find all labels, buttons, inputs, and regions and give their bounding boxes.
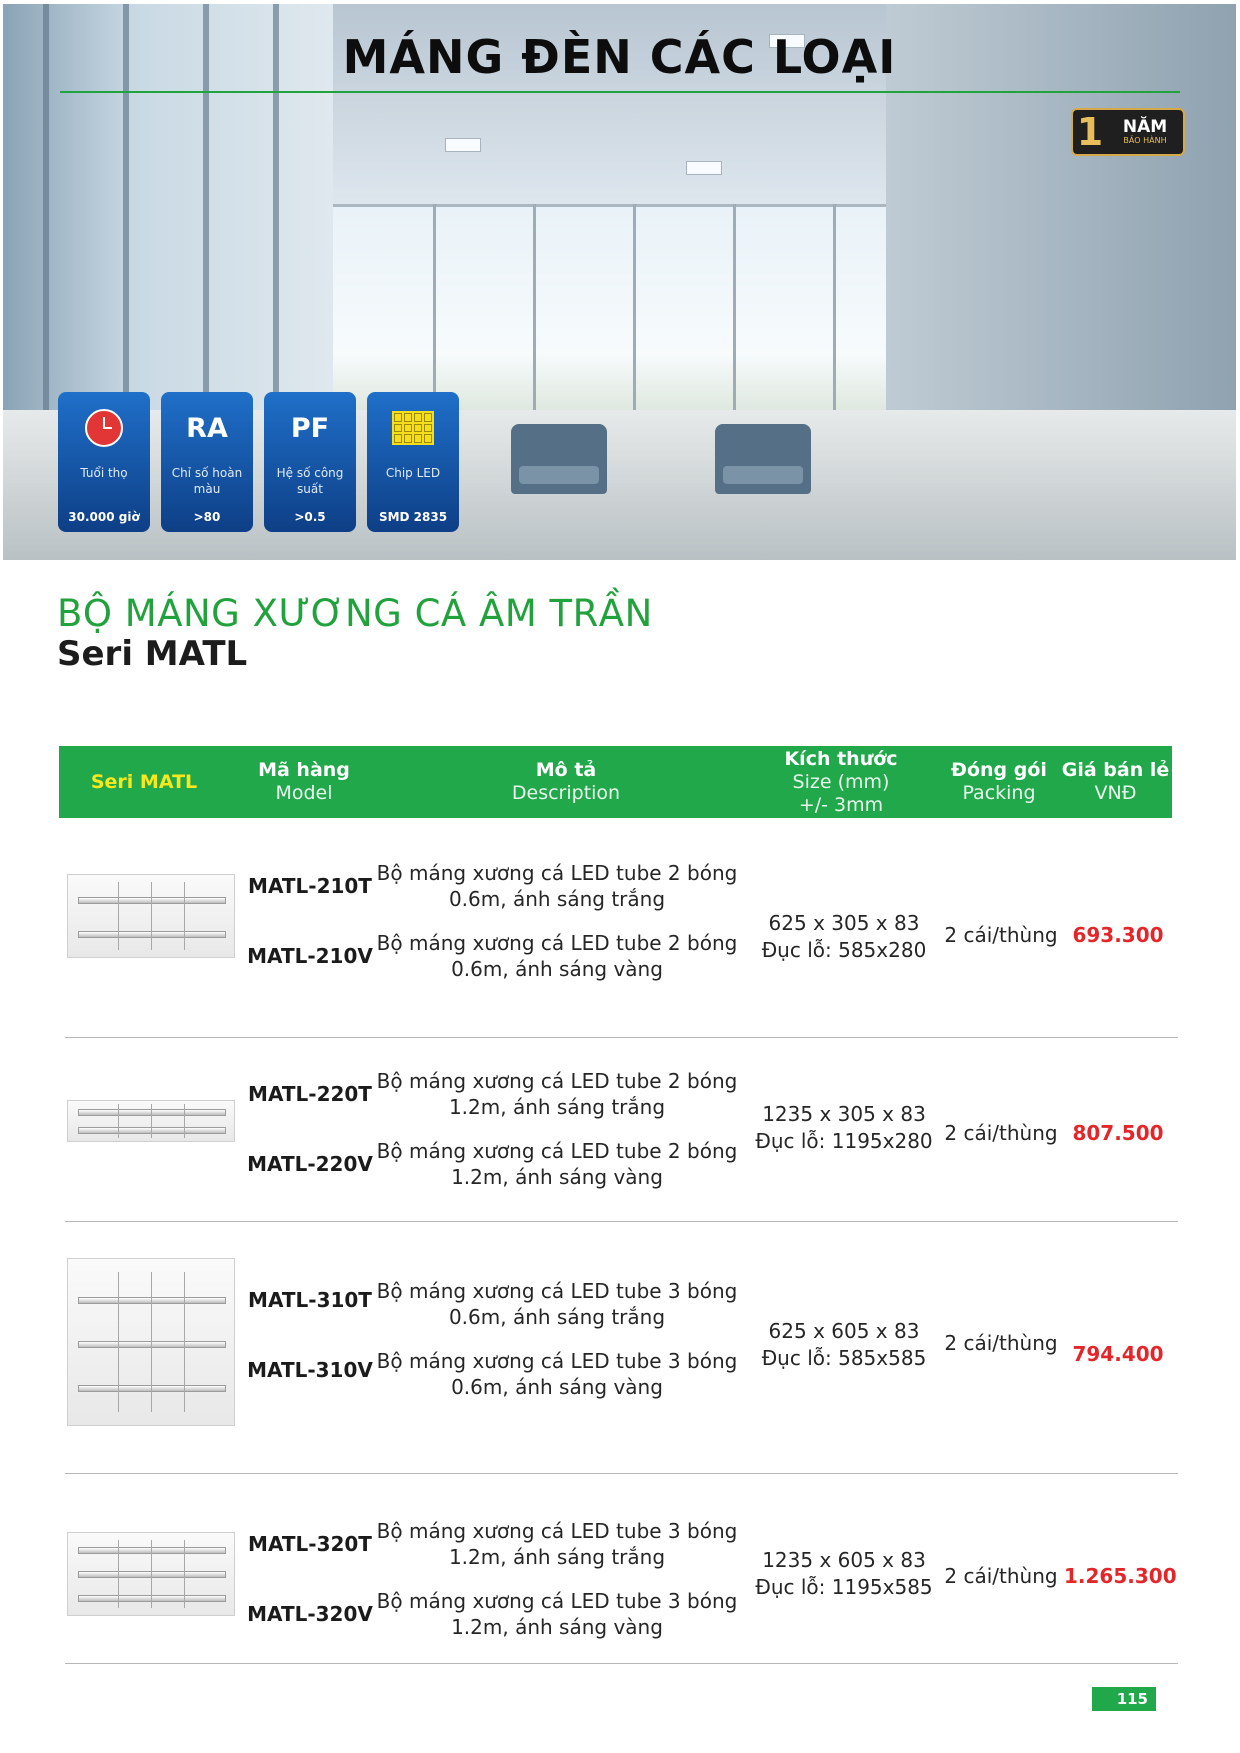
- model-code: MATL-310T: [248, 1288, 372, 1312]
- ceiling-light: [686, 161, 722, 175]
- table-row: [59, 830, 1178, 1038]
- product-description: Bộ máng xương cá LED tube 2 bóng 0.6m, ánh sáng vàng: [376, 931, 738, 981]
- page-number: 115: [1092, 1687, 1156, 1711]
- warranty-caption: BẢO HÀNH: [1123, 136, 1167, 145]
- table-row: [59, 1474, 1178, 1664]
- window-pane: [433, 204, 436, 414]
- model-code: MATL-210T: [248, 874, 372, 898]
- window-pane: [633, 204, 636, 414]
- warranty-badge: [1071, 108, 1185, 156]
- product-description: Bộ máng xương cá LED tube 3 bóng 0.6m, ánh sáng trắng: [376, 1279, 738, 1329]
- product-image: [67, 1100, 235, 1142]
- product-size: 625 x 305 x 83: [768, 911, 920, 935]
- feature-cri: [161, 392, 253, 532]
- product-cutout: Đục lỗ: 585x585: [761, 1346, 927, 1370]
- product-description: Bộ máng xương cá LED tube 2 bóng 1.2m, ánh sáng vàng: [376, 1139, 738, 1189]
- window-pane: [733, 204, 736, 414]
- product-packing: 2 cái/thùng: [944, 1121, 1058, 1145]
- header-size: Kích thước Size (mm) +/- 3mm: [784, 747, 898, 816]
- warranty-number: 1: [1076, 110, 1104, 154]
- clock-icon: [58, 408, 150, 448]
- model-code: MATL-320T: [248, 1532, 372, 1556]
- product-packing: 2 cái/thùng: [944, 1564, 1058, 1588]
- chip-icon: [367, 408, 459, 448]
- product-cutout: Đục lỗ: 1195x585: [755, 1575, 933, 1599]
- feature-value: >80: [193, 510, 221, 524]
- page-title: MÁNG ĐÈN CÁC LOẠI: [342, 30, 897, 84]
- product-price: 807.500: [1072, 1121, 1164, 1145]
- header-packing: Đóng gói Packing: [951, 759, 1047, 804]
- section-title: BỘ MÁNG XƯƠNG CÁ ÂM TRẦN: [57, 592, 653, 635]
- product-image: [67, 874, 235, 958]
- feature-power-factor: [264, 392, 356, 532]
- product-description: Bộ máng xương cá LED tube 3 bóng 0.6m, ánh sáng vàng: [376, 1349, 738, 1399]
- product-description: Bộ máng xương cá LED tube 2 bóng 1.2m, ánh sáng trắng: [376, 1069, 738, 1119]
- feature-chip: [367, 392, 459, 532]
- model-code: MATL-220T: [248, 1082, 372, 1106]
- feature-label: Chip LED: [385, 466, 441, 480]
- section-subtitle: Seri MATL: [57, 634, 248, 674]
- feature-value: 30.000 giờ: [68, 510, 140, 524]
- window-pane: [533, 204, 536, 414]
- warranty-text: [1107, 118, 1183, 146]
- row-divider: [65, 1663, 1178, 1664]
- product-image: [67, 1532, 235, 1616]
- pf-icon: PF: [290, 412, 330, 444]
- product-cutout: Đục lỗ: 585x280: [761, 938, 927, 962]
- product-image: [67, 1258, 235, 1426]
- product-price: 693.300: [1072, 923, 1164, 947]
- product-packing: 2 cái/thùng: [944, 1331, 1058, 1355]
- product-price: 794.400: [1072, 1342, 1164, 1366]
- header-model: Mã hàng Model: [258, 759, 350, 804]
- feature-label: Chỉ số hoàn màu: [171, 466, 243, 496]
- product-size: 625 x 605 x 83: [768, 1319, 920, 1343]
- model-code: MATL-310V: [247, 1358, 373, 1382]
- model-code: MATL-220V: [247, 1152, 373, 1176]
- table-header: [59, 746, 1172, 818]
- product-packing: 2 cái/thùng: [944, 923, 1058, 947]
- product-description: Bộ máng xương cá LED tube 3 bóng 1.2m, ánh sáng trắng: [376, 1519, 738, 1569]
- table-row: [59, 1038, 1178, 1222]
- armchair: [715, 424, 811, 494]
- feature-value: SMD 2835: [378, 510, 448, 524]
- product-description: Bộ máng xương cá LED tube 2 bóng 0.6m, ánh sáng trắng: [376, 861, 738, 911]
- header-seri: Seri MATL: [90, 770, 198, 793]
- feature-value: >0.5: [294, 510, 326, 524]
- feature-label: Tuổi thọ: [80, 466, 128, 480]
- product-price: 1.265.300: [1064, 1564, 1177, 1588]
- product-size: 1235 x 305 x 83: [762, 1102, 926, 1126]
- product-description: Bộ máng xương cá LED tube 3 bóng 1.2m, ánh sáng vàng: [376, 1589, 738, 1639]
- armchair: [511, 424, 607, 494]
- feature-lifespan: [58, 392, 150, 532]
- ceiling-light: [445, 138, 481, 152]
- model-code: MATL-210V: [247, 944, 373, 968]
- hero-window-wall: [333, 204, 893, 417]
- warranty-word: NĂM: [1122, 117, 1168, 137]
- ra-icon: RA: [186, 412, 228, 444]
- header-description: Mô tả Description: [511, 759, 621, 804]
- title-underline: [60, 91, 1180, 93]
- product-cutout: Đục lỗ: 1195x280: [755, 1129, 933, 1153]
- table-row: [59, 1222, 1178, 1474]
- hero-banner: [3, 4, 1236, 560]
- product-size: 1235 x 605 x 83: [762, 1548, 926, 1572]
- window-pane: [833, 204, 836, 414]
- feature-label: Hệ số công suất: [276, 466, 344, 496]
- model-code: MATL-320V: [247, 1602, 373, 1626]
- header-price: Giá bán lẻ VNĐ: [1061, 759, 1170, 804]
